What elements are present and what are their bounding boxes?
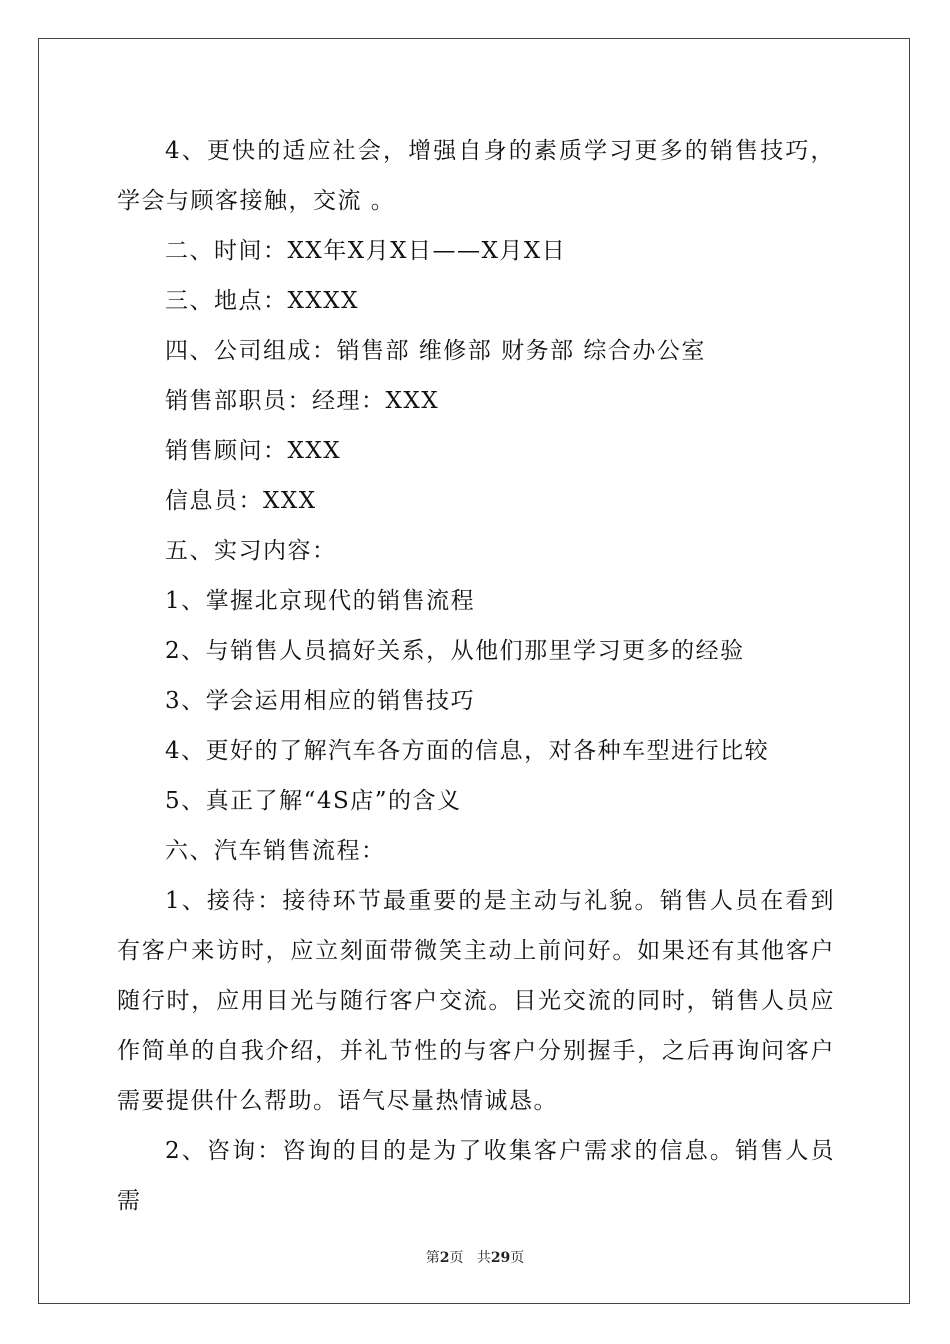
- paragraph: 4、更好的了解汽车各方面的信息，对各种车型进行比较: [165, 738, 770, 764]
- total-pages: 29: [490, 1250, 511, 1266]
- total-prefix: 共: [476, 1250, 491, 1266]
- page-footer: [0, 1247, 950, 1267]
- paragraph: 销售部职员：经理：XXX: [165, 388, 440, 414]
- document-body: [117, 126, 835, 1226]
- paragraph: 信息员：XXX: [165, 488, 317, 514]
- paragraph: 二、时间：XX年X月X日——X月X日: [165, 238, 567, 264]
- paragraph: 五、实习内容：: [165, 538, 337, 564]
- paragraph: 2、与销售人员搞好关系，从他们那里学习更多的经验: [165, 638, 745, 664]
- paragraph: 1、接待：接待环节最重要的是主动与礼貌。销售人员在看到有客户来访时，应立刻面带微笑主动上前问好。如果还有其他客户随行时，应用目光与随行客户交流。目光交流的同时，销售人员应作简单的自我介绍，并礼节性的与客户分别握手，之后再询问客户需要提供什么帮助。语气尽量热情诚恳。: [117, 888, 835, 1114]
- paragraph: 销售顾问：XXX: [165, 438, 342, 464]
- paragraph: 六、汽车销售流程：: [165, 838, 386, 864]
- paragraph: 2、咨询：咨询的目的是为了收集客户需求的信息。销售人员需: [117, 1138, 835, 1214]
- paragraph: 4、更快的适应社会，增强自身的素质学习更多的销售技巧，学会与顾客接触，交流 。: [117, 138, 835, 214]
- paragraph: 5、真正了解“4S店”的含义: [165, 788, 462, 814]
- paragraph: 3、学会运用相应的销售技巧: [165, 688, 476, 714]
- page-number: 2: [439, 1250, 450, 1266]
- paragraph: 四、公司组成：销售部 维修部 财务部 综合办公室: [165, 338, 706, 364]
- total-suffix: 页: [510, 1250, 525, 1266]
- paragraph: 三、地点：XXXX: [165, 288, 359, 314]
- page-prefix: 第: [425, 1250, 440, 1266]
- page-suffix: 页: [449, 1250, 464, 1266]
- paragraph: 1、掌握北京现代的销售流程: [165, 588, 476, 614]
